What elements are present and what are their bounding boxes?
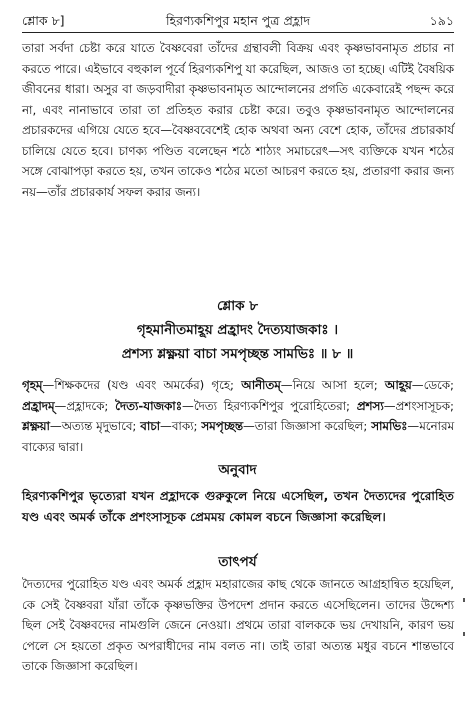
intro-paragraph: তারা সর্বদা চেষ্টা করে যাতে বৈষ্ণবেরা তাঁদের গ্রন্থাবলী বিক্রয় এবং কৃষ্ণভাবনামৃত প্রচার না করতে পারে। এইভাবে বহুকাল পূর্বে হিরণ্যকশিপু যা করেছিল, আজও তা হচ্ছে। এটিই বৈষয়িক জীবনের ধারা। অসুর বা জড়বাদীরা কৃষ্ণভাবনামৃত আন্দোলনের প্রগতি একেবারেই পছন্দ করে না, এবং নানাভাবে তারা তা প্রতিহত করার চেষ্টা করে। তবুও কৃষ্ণভাবনামৃত আন্দোলনের প্রচারকদের এগিয়ে যেতে হবে—বৈষ্ণববেশেই হোক অথবা অন্য বেশে হোক, তাঁদের প্রচারকার্য চালিয়ে যেতে হবে। চাণক্য পণ্ডিত বলেছেন শঠে শাঠ্যং সমাচরেৎ—সৎ ব্যক্তিকে যখন শঠের সঙ্গে বোঝাপড়া করতে হয়, তখন তাকেও শঠের মতো আচরণ করতে হয়, প্রতারণা করার জন্য নয়—তাঁর প্রচারকার্য সফল করার জন্য।	[22, 41, 454, 199]
synonym-term: আনীতম্	[241, 378, 281, 392]
header-title: হিরণ্যকশিপুর মহান পুত্র প্রহ্লাদ	[165, 13, 311, 28]
verse-heading: শ্লোক ৮	[216, 298, 259, 314]
synonym-meaning: —ডেকে;	[411, 378, 454, 392]
synonym-meaning: —মনোরম বাক্যের দ্বারা।	[22, 419, 455, 454]
synonym-term: আহূয়	[384, 378, 412, 392]
synonym-meaning: —বাক্য;	[160, 419, 202, 433]
synonym-term: সমপৃচ্ছন্ত	[201, 419, 243, 433]
translation-title: অনুবাদ	[218, 462, 257, 478]
page-header	[22, 10, 454, 33]
synonym-meaning: —প্রহ্লাদকে;	[54, 398, 116, 413]
synonym-meaning: —প্রশংসাসূচক;	[383, 398, 454, 413]
synonym-meaning: —দৈত্য হিরণ্যকশিপুর পুরোহিতেরা;	[182, 398, 357, 413]
synonym-meaning: —শিক্ষকদের (যণ্ড এবং অমর্কের) গৃহে;	[42, 378, 242, 392]
translation-paragraph: হিরণ্যকশিপুর ভৃত্যেরা যখন প্রহ্লাদকে গুরুকুলে নিয়ে এসেছিল, তখন দৈত্যদের পুরোহিত যণ্ড এবং অমর্ক তাঁকে প্রশংসাসূচক প্রেমময় কোমল বচনে জিজ্ঞাসা করেছিল।	[22, 489, 454, 524]
verse-line-2: প্রশস্য শ্লক্ষ্ণয়া বাচা সমপৃচ্ছন্ত সামভিঃ ॥ ৮ ॥	[121, 346, 354, 362]
synonym-term: বাচা	[140, 419, 161, 433]
page-number: ১৯১	[429, 13, 454, 28]
synonym-term: গৃহম্	[22, 378, 43, 392]
margin-mark	[463, 632, 465, 636]
synonym-term: প্রহ্রাদম্	[22, 398, 55, 413]
synonym-term: শ্লক্ষ্ণয়া	[22, 419, 50, 433]
synonym-term: সামভিঃ	[371, 419, 408, 433]
synonym-meaning: —নিয়ে আসা হলে;	[280, 378, 385, 392]
margin-mark	[463, 598, 465, 602]
purport-title: তাৎপর্য	[218, 554, 257, 570]
purport-paragraph: দৈত্যদের পুরোহিত যণ্ড এবং অমর্ক প্রহ্লাদ মহারাজের কাছ থেকে জানতে আগ্রহান্বিত হয়েছিল, কে সেই বৈষ্ণবরা যাঁরা তাঁকে কৃষ্ণভক্তির উপদেশ প্রদান করতে এসেছিলেন। তাদের উদ্দেশ্য ছিল সেই বৈষ্ণবদের নামগুলি জেনে নেওয়া। প্রথমে তারা বালককে ভয় দেখায়নি, কারণ ভয় পেলে সে হয়তো প্রকৃত অপরাধীদের নাম বলত না। তাই তারা অত্যন্ত মধুর বচনে শান্তভাবে তাকে জিজ্ঞাসা করেছিল।	[22, 577, 454, 673]
synonym-term: প্রশস্য	[356, 398, 384, 413]
synonym-term: দৈত্য-যাজকাঃ	[115, 398, 183, 413]
synonym-meaning: —অত্যন্ত মৃদুভাবে;	[49, 419, 141, 433]
verse-line-1: গৃহমানীতমাহূয় প্রহ্রাদং দৈত্যযাজকাঃ ।	[136, 322, 339, 338]
synonyms-paragraph	[22, 375, 454, 457]
header-verse-label: শ্লোক ৮]	[22, 13, 65, 28]
synonym-meaning: —তারা জিজ্ঞাসা করেছিল;	[243, 419, 372, 433]
